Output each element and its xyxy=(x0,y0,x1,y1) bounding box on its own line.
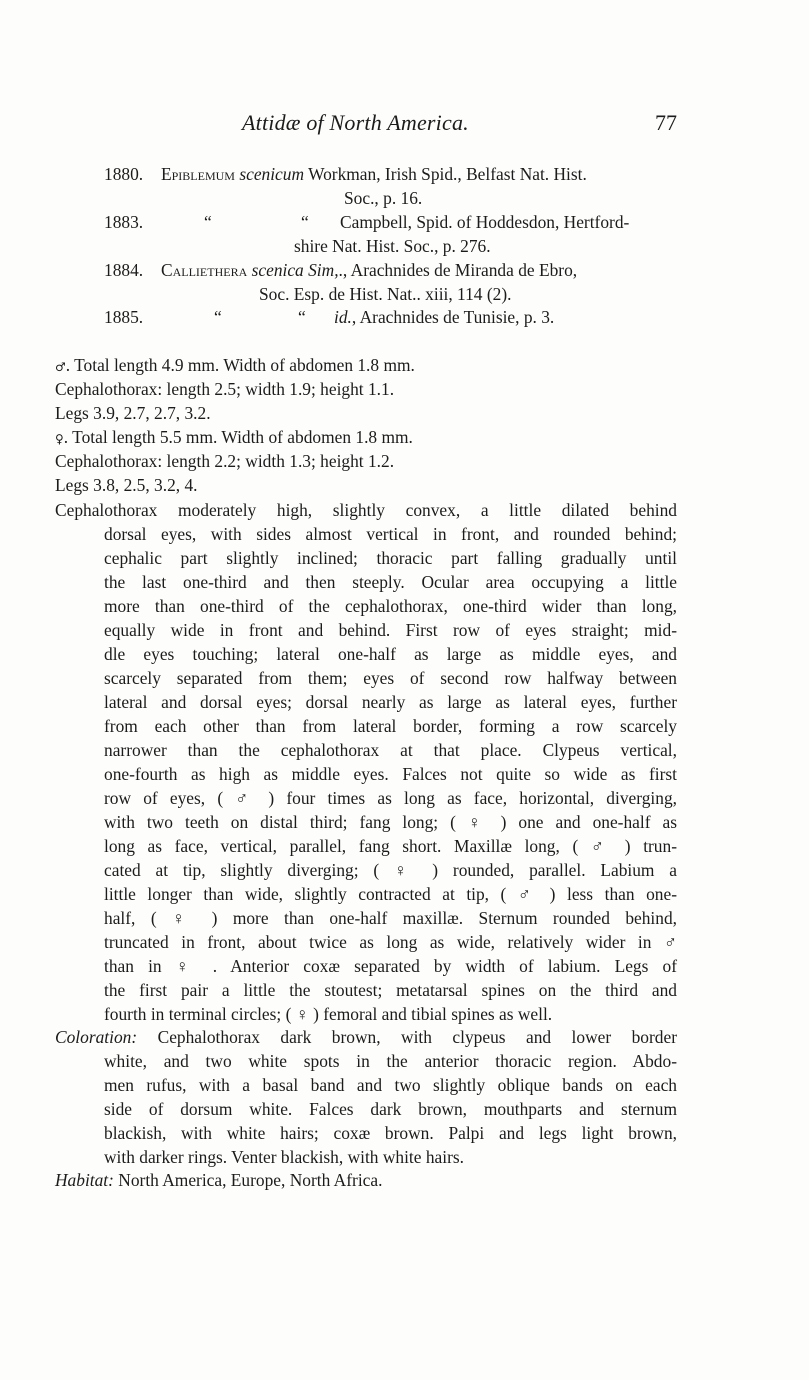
synonymy-entry xyxy=(104,162,684,210)
ditto-mark: “ xyxy=(298,307,306,327)
page-header xyxy=(0,110,809,140)
description-line: Cephalothorax moderately high, slightly convex, a little dilated behind xyxy=(55,500,677,520)
ditto-mark: “ xyxy=(204,212,212,232)
coloration-label: Coloration: xyxy=(55,1027,138,1047)
description-line: narrower than the cephalothorax at that place. Clypeus vertical, xyxy=(104,740,677,760)
description-line: dorsal eyes, with sides almost vertical in front, and rounded behind; xyxy=(104,524,677,544)
synonymy-citation xyxy=(161,258,577,282)
coloration-line: men rufus, with a basal band and two slightly oblique bands on each xyxy=(104,1075,677,1095)
description-line: row of eyes, ( ♂ ) four times as long as face, horizontal, diverging, xyxy=(104,788,677,808)
description-line: the last one-third and then steeply. Ocular area occupying a little xyxy=(104,572,677,592)
description-line: lateral and dorsal eyes; dorsal nearly as large as lateral eyes, further xyxy=(104,692,677,712)
citation-continuation: Soc. Esp. de Hist. Nat.. xiii, 114 (2). xyxy=(259,284,512,304)
male-symbol: ♂ xyxy=(55,360,66,374)
coloration-line: with darker rings. Venter blackish, with white hairs. xyxy=(104,1147,464,1167)
genus-name: Calliethera xyxy=(161,260,248,280)
description-paragraph xyxy=(55,498,677,1026)
female-cephalothorax: Cephalothorax: length 2.2; width 1.3; height 1.2. xyxy=(55,451,395,471)
synonymy-year: 1884. xyxy=(104,260,144,280)
page-number: 77 xyxy=(655,110,677,135)
coloration-text: Cephalothorax dark brown, with clypeus and lower border xyxy=(137,1027,677,1047)
synonymy-year: 1880. xyxy=(104,164,144,184)
citation-text: Workman, Irish Spid., Belfast Nat. Hist. xyxy=(304,164,587,184)
citation-text: ., Arachnides de Miranda de Ebro, xyxy=(338,260,578,280)
ditto-mark: “ xyxy=(214,307,222,327)
description-line: equally wide in front and behind. First row of eyes straight; mid- xyxy=(104,620,677,640)
female-total-text: . Total length 5.5 mm. Width of abdomen 1.8 mm. xyxy=(63,427,413,447)
description-line: truncated in front, about twice as long as wide, relatively wider in ♂ xyxy=(104,932,677,952)
citation-continuation: Soc., p. 16. xyxy=(344,188,423,208)
coloration-line: white, and two white spots in the anterior thoracic region. Abdo- xyxy=(104,1051,677,1071)
male-total-length xyxy=(55,353,415,379)
description-line: fourth in terminal circles; ( ♀ ) femoral and tibial spines as well. xyxy=(104,1004,553,1024)
genus-name: Epiblemum xyxy=(161,164,235,184)
description-line: than in ♀ . Anterior coxæ separated by width of labium. Legs of xyxy=(104,956,677,976)
description-line: from each other than from lateral border, forming a row scarcely xyxy=(104,716,677,736)
coloration-paragraph xyxy=(55,1025,677,1169)
species-name: scenicum xyxy=(239,164,305,184)
male-legs: Legs 3.9, 2.7, 2.7, 3.2. xyxy=(55,403,211,423)
habitat-line xyxy=(55,1168,382,1192)
citation-text: , Arachnides de Tunisie, p. 3. xyxy=(351,307,555,327)
species-name: scenica Sim, xyxy=(251,260,339,280)
habitat-text: North America, Europe, North Africa. xyxy=(113,1170,383,1190)
running-title: Attidæ of North America. xyxy=(242,110,469,135)
synonymy-citation xyxy=(334,305,554,329)
species-name: id. xyxy=(334,307,352,327)
description-line: long as face, vertical, parallel, fang short. Maxillæ long, ( ♂ ) trun- xyxy=(104,836,677,856)
description-line: one-fourth as high as middle eyes. Falces not quite so wide as first xyxy=(104,764,677,784)
coloration-line: blackish, with white hairs; coxæ brown. Palpi and legs light brown, xyxy=(104,1123,677,1143)
habitat-label: Habitat: xyxy=(55,1170,114,1190)
synonymy-citation xyxy=(161,162,587,186)
description-line: dle eyes touching; lateral one-half as large as middle eyes, and xyxy=(104,644,677,664)
description-line: little longer than wide, slightly contracted at tip, ( ♂ ) less than one- xyxy=(104,884,677,904)
description-line: cephalic part slightly inclined; thoracic part falling gradually until xyxy=(104,548,677,568)
citation-text: Campbell, Spid. of Hoddesdon, Hertford- xyxy=(340,212,630,232)
description-line: cated at tip, slightly diverging; ( ♀ ) rounded, parallel. Labium a xyxy=(104,860,677,880)
male-cephalothorax: Cephalothorax: length 2.5; width 1.9; height 1.1. xyxy=(55,379,395,399)
coloration-line xyxy=(55,1025,677,1049)
synonymy-year: 1883. xyxy=(104,212,144,232)
female-total-length xyxy=(55,425,413,451)
synonymy-entry xyxy=(104,305,684,329)
ditto-mark: “ xyxy=(301,212,309,232)
description-line: more than one-third of the cephalothorax, one-third wider than long, xyxy=(104,596,677,616)
synonymy-year: 1885. xyxy=(104,307,144,327)
description-line: the first pair a little the stoutest; metatarsal spines on the third and xyxy=(104,980,677,1000)
female-legs: Legs 3.8, 2.5, 3.2, 4. xyxy=(55,475,198,495)
description-line: scarcely separated from them; eyes of second row halfway between xyxy=(104,668,677,688)
synonymy-entry xyxy=(104,210,684,258)
description-line: half, ( ♀ ) more than one-half maxillæ. Sternum rounded behind, xyxy=(104,908,677,928)
male-total-text: . Total length 4.9 mm. Width of abdomen 1.8 mm. xyxy=(65,355,415,375)
citation-continuation: shire Nat. Hist. Soc., p. 276. xyxy=(294,236,491,256)
coloration-line: side of dorsum white. Falces dark brown, mouthparts and sternum xyxy=(104,1099,677,1119)
synonymy-entry xyxy=(104,258,684,306)
female-symbol: ♀ xyxy=(55,432,64,446)
description-line: with two teeth on distal third; fang long; ( ♀ ) one and one-half as xyxy=(104,812,677,832)
